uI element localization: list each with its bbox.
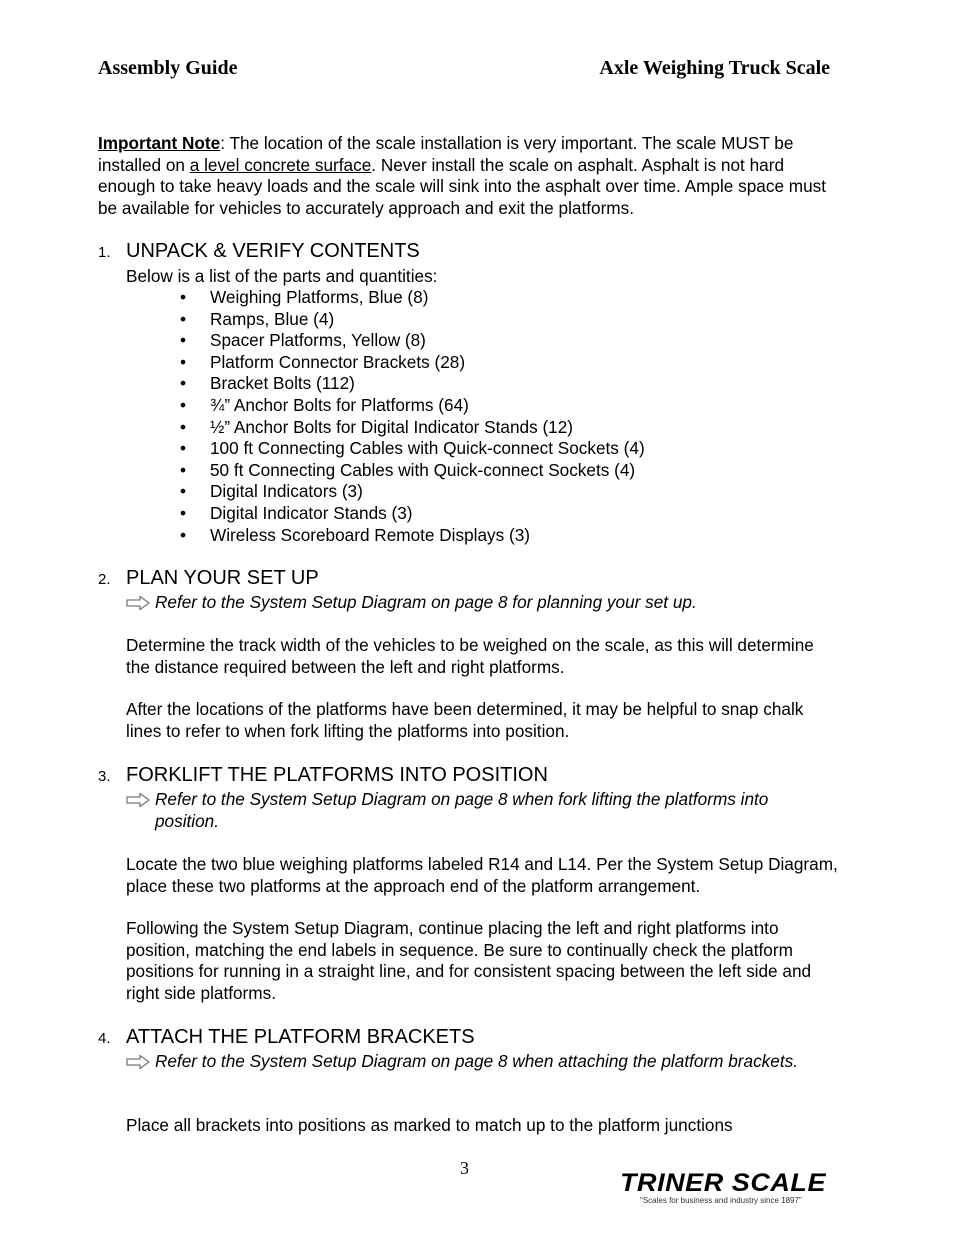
- reference-text: Refer to the System Setup Diagram on page 8 when attaching the platform brackets.: [155, 1051, 798, 1071]
- list-item: • 100 ft Connecting Cables with Quick-connect Sockets (4): [180, 438, 645, 459]
- bullet-icon: •: [180, 416, 187, 437]
- header-title-right: Axle Weighing Truck Scale: [599, 57, 830, 79]
- important-note-emphasis: a level concrete surface: [189, 154, 372, 175]
- reference-text: Refer to the System Setup Diagram on page 8 for planning your set up.: [155, 592, 697, 612]
- list-item: • Spacer Platforms, Yellow (8): [180, 330, 426, 351]
- section-number: 4.: [98, 1030, 111, 1047]
- section-2-heading: [98, 567, 319, 590]
- bullet-icon: •: [180, 394, 187, 415]
- list-item: • ¾” Anchor Bolts for Platforms (64): [180, 394, 469, 415]
- logo-tagline: "Scales for business and industry since 1897": [640, 1196, 802, 1205]
- bullet-icon: •: [180, 330, 187, 351]
- list-item: • Digital Indicators (3): [180, 481, 363, 502]
- bullet-icon: •: [180, 481, 187, 502]
- list-item: • Platform Connector Brackets (28): [180, 351, 466, 372]
- list-item: • Ramps, Blue (4): [180, 308, 335, 329]
- list-item: • Weighing Platforms, Blue (8): [180, 287, 429, 307]
- section-1-heading: [98, 240, 420, 263]
- section-3-paragraph-1: Locate the two blue weighing platforms labeled R14 and L14. Per the System Setup Diagram, place these two platforms at the approach end of the platform arrangement.: [126, 854, 838, 896]
- section-number: 2.: [98, 571, 111, 588]
- parts-list: [180, 287, 645, 546]
- bullet-icon: •: [180, 287, 187, 307]
- section-title: ATTACH THE PLATFORM BRACKETS: [126, 1026, 475, 1048]
- section-4-paragraph-1: Place all brackets into positions as marked to match up to the platform junctions: [126, 1115, 733, 1135]
- section-1-intro: Below is a list of the parts and quantities:: [126, 266, 438, 286]
- list-item: • Wireless Scoreboard Remote Displays (3): [180, 524, 530, 545]
- section-2-paragraph-1: Determine the track width of the vehicles to be weighed on the scale, as this will determine the distance required between the left and right platforms.: [126, 635, 814, 677]
- arrow-right-icon: [126, 792, 150, 808]
- section-title: FORKLIFT THE PLATFORMS INTO POSITION: [126, 764, 548, 786]
- section-4-reference: [126, 1051, 826, 1073]
- arrow-right-icon: [126, 595, 150, 611]
- section-3-reference: [126, 789, 826, 832]
- list-item: • 50 ft Connecting Cables with Quick-connect Sockets (4): [180, 459, 636, 480]
- arrow-right-icon: [126, 1054, 150, 1070]
- section-title: PLAN YOUR SET UP: [126, 567, 319, 589]
- triner-scale-logo: [620, 1169, 826, 1210]
- reference-text: Refer to the System Setup Diagram on page 8 when fork lifting the platforms into position.: [155, 789, 769, 831]
- logo-wordmark: TRINER SCALE: [620, 1169, 826, 1197]
- bullet-icon: •: [180, 308, 187, 329]
- list-item: • Bracket Bolts (112): [180, 373, 355, 394]
- important-note-text-1: : The location of the scale installation is very important. The scale MUST be installed on: [98, 133, 794, 175]
- bullet-icon: •: [180, 502, 187, 523]
- important-note-label: Important Note: [98, 133, 221, 153]
- section-title: UNPACK & VERIFY CONTENTS: [126, 240, 420, 262]
- bullet-icon: •: [180, 524, 187, 545]
- header-title-left: Assembly Guide: [98, 57, 238, 79]
- important-note: [98, 133, 838, 219]
- list-item: • ½” Anchor Bolts for Digital Indicator Stands (12): [180, 416, 574, 437]
- section-2-paragraph-2: After the locations of the platforms have been determined, it may be helpful to snap chalk lines to refer to when fork lifting the platforms into position.: [126, 699, 804, 741]
- bullet-icon: •: [180, 459, 187, 480]
- section-2-reference: [126, 592, 826, 614]
- list-item: • Digital Indicator Stands (3): [180, 502, 413, 523]
- section-4-heading: [98, 1026, 475, 1049]
- page-number: 3: [460, 1158, 469, 1178]
- section-number: 3.: [98, 768, 111, 785]
- section-number: 1.: [98, 244, 111, 261]
- section-3-heading: [98, 764, 548, 787]
- bullet-icon: •: [180, 373, 187, 394]
- important-note-text-2: . Never install the scale on asphalt. Asphalt is not hard enough to take heavy loads and the scale will sink into the asphalt over time. Ample space must be available for vehicles to accurately approach and exit the platforms.: [98, 154, 827, 218]
- bullet-icon: •: [180, 438, 187, 459]
- bullet-icon: •: [180, 351, 187, 372]
- section-3-paragraph-2: Following the System Setup Diagram, continue placing the left and right platforms into position, matching the end labels in sequence. Be sure to continually check the platform positions for running in a straight line, and for consistent spacing between the left side and right side platforms.: [126, 918, 812, 1003]
